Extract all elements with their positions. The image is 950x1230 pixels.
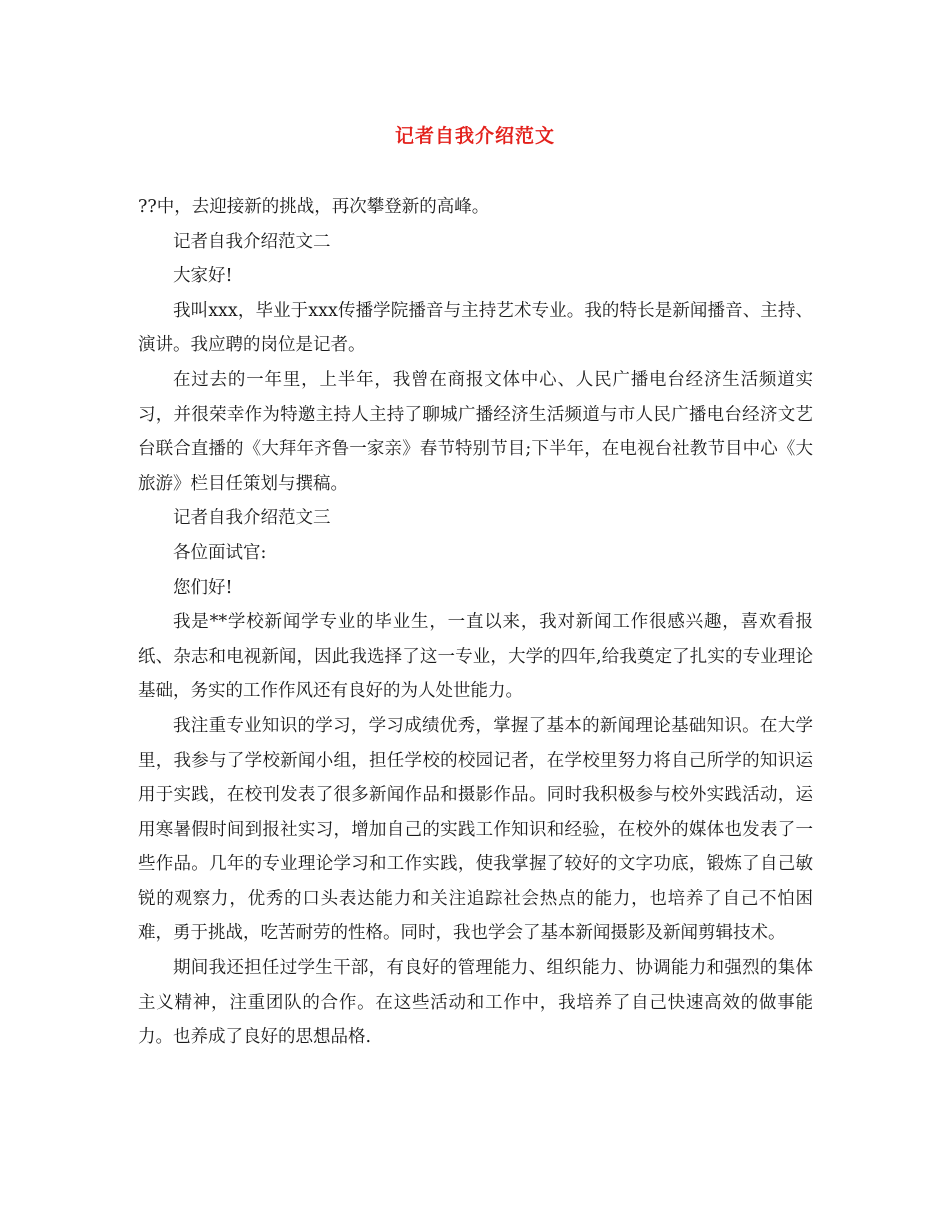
paragraph: 期间我还担任过学生干部，有良好的管理能力、组织能力、协调能力和强烈的集体主义精神，注重团队的合作。在这些活动和工作中，我培养了自己快速高效的做事能力。也养成了良好的思想品格.	[138, 958, 813, 1048]
paragraph: 我叫xxx，毕业于xxx传播学院播音与主持艺术专业。我的特长是新闻播音、主持、演讲。我应聘的岗位是记者。	[138, 300, 813, 356]
paragraph: 我是**学校新闻学专业的毕业生，一直以来，我对新闻工作很感兴趣，喜欢看报纸、杂志和电视新闻，因此我选择了这一专业，大学的四年,给我奠定了扎实的专业理论基础，务实的工作作风还有良好的为人处世能力。	[138, 612, 813, 702]
section-heading: 记者自我介绍范文三	[173, 508, 331, 529]
paragraph: ??中，去迎接新的挑战，再次攀登新的高峰。	[138, 197, 490, 217]
section-heading: 记者自我介绍范文二	[173, 231, 331, 252]
greeting: 大家好!	[173, 266, 233, 287]
paragraph: 在过去的一年里，上半年，我曾在商报文体中心、人民广播电台经济生活频道实习，并很荣幸作为特邀主持人主持了聊城广播经济生活频道与市人民广播电台经济文艺台联合直播的《大拜年齐鲁一家亲》春节特别节目;下半年，在电视台社教节目中心《大旅游》栏目任策划与撰稿。	[138, 369, 813, 494]
salutation: 各位面试官:	[173, 542, 267, 563]
greeting: 您们好!	[173, 577, 233, 598]
document-body	[138, 190, 813, 1055]
document-title: 记者自我介绍范文	[394, 125, 555, 147]
paragraph: 我注重专业知识的学习，学习成绩优秀，掌握了基本的新闻理论基础知识。在大学里，我参与了学校新闻小组，担任学校的校园记者，在学校里努力将自己所学的知识运用于实践，在校刊发表了很多新闻作品和摄影作品。同时我积极参与校外实践活动，运用寒暑假时间到报社实习，增加自己的实践工作知识和经验，在校外的媒体也发表了一些作品。几年的专业理论学习和工作实践，使我掌握了较好的文字功底，锻炼了自己敏锐的观察力，优秀的口头表达能力和关注追踪社会热点的能力，也培养了自己不怕困难，勇于挑战，吃苦耐劳的性格。同时，我也学会了基本新闻摄影及新闻剪辑技术。	[138, 715, 813, 944]
